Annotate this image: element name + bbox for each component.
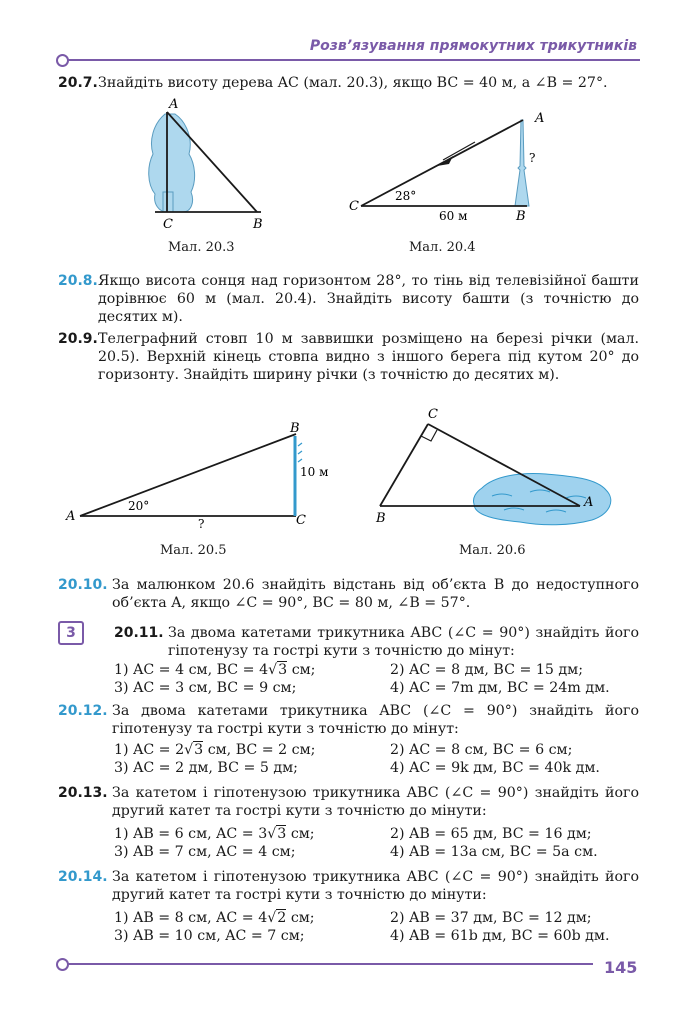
problem-20-8 (58, 272, 639, 326)
option-20-11-1: 1) AC = 4 см, BC = 4√3 см; (114, 662, 316, 678)
option-20-14-4: 4) AB = 61b дм, BC = 60b дм. (390, 928, 610, 944)
label-A: A (535, 111, 545, 126)
label-B: B (253, 217, 263, 232)
label-unknown: ? (529, 151, 536, 165)
label-B: B (376, 511, 386, 526)
problem-number: 20.8. (58, 273, 98, 289)
problem-text: За катетом і гіпотенузою трикутника ABC (∠C = 90°) знайдіть його другий катет та гострі кути з точністю до мінути: (112, 869, 639, 903)
caption-20-6: Мал. 20.6 (459, 543, 526, 558)
option-20-11-4: 4) AC = 7m дм, BC = 24m дм. (390, 680, 610, 696)
option-20-12-2: 2) AC = 8 см, BC = 6 см; (390, 742, 573, 758)
header-rule (67, 59, 640, 61)
figure-20-6 (370, 404, 620, 532)
problem-number: 20.10. (58, 577, 108, 593)
problem-text: Телеграфний стовп 10 м заввишки розміщено на березі річки (мал. 20.5). Верхній кінець стовпа видно з іншого берега під кутом 20° до горизонту. Знайдіть ширину річки (з точністю до десятих м). (98, 331, 639, 383)
label-C: C (349, 199, 359, 214)
page-number: 145 (604, 958, 638, 977)
label-height: 10 м (300, 465, 329, 479)
problem-20-9 (58, 330, 639, 384)
label-C: C (163, 217, 173, 232)
label-A: A (584, 495, 594, 510)
problem-number: 20.11. (114, 625, 164, 641)
problem-20-7 (58, 74, 639, 92)
option-20-14-2: 2) AB = 37 дм, BC = 12 дм; (390, 910, 592, 926)
label-A: A (66, 509, 76, 524)
label-unknown: ? (198, 517, 205, 531)
option-20-14-3: 3) AB = 10 см, AC = 7 см; (114, 928, 305, 944)
label-angle: 20° (128, 499, 150, 513)
problem-text: Знайдіть висоту дерева AC (мал. 20.3), якщо BC = 40 м, а ∠B = 27°. (98, 75, 608, 91)
problem-20-10 (58, 576, 639, 612)
problem-text: Якщо висота сонця над горизонтом 28°, то тінь від телевізійної башти дорівнює 60 м (мал. 20.4). Знайдіть висоту башти (з точністю до десятих м). (98, 273, 639, 325)
label-B: B (516, 209, 526, 224)
option-20-13-2: 2) AB = 65 дм, BC = 16 дм; (390, 826, 592, 842)
problem-text: За двома катетами трикутника ABC (∠C = 90°) знайдіть його гіпотенузу та гострі кути з точністю до мінут: (168, 625, 639, 659)
problem-text: За катетом і гіпотенузою трикутника ABC (∠C = 90°) знайдіть його другий катет та гострі кути з точністю до мінути: (112, 785, 639, 819)
footer-rule (67, 963, 593, 965)
figure-20-4 (345, 106, 555, 226)
option-20-11-2: 2) AC = 8 дм, BC = 15 дм; (390, 662, 583, 678)
problem-number: 20.13. (58, 785, 108, 801)
option-20-13-4: 4) AB = 13a см, BC = 5a см. (390, 844, 598, 860)
caption-20-3: Мал. 20.3 (168, 240, 235, 255)
caption-20-4: Мал. 20.4 (409, 240, 476, 255)
problem-number: 20.7. (58, 75, 98, 91)
problem-number: 20.14. (58, 869, 108, 885)
option-20-14-1: 1) AB = 8 см, AC = 4√2 см; (114, 910, 315, 926)
problem-number: 20.9. (58, 331, 98, 347)
option-20-11-3: 3) AC = 3 см, BC = 9 см; (114, 680, 297, 696)
problem-text: За двома катетами трикутника ABC (∠C = 90°) знайдіть його гіпотенузу та гострі кути з точністю до мінут: (112, 703, 639, 737)
problem-20-13 (58, 784, 639, 820)
figure-20-3 (135, 96, 285, 236)
label-A: A (169, 97, 179, 112)
option-20-12-3: 3) AC = 2 дм, BC = 5 дм; (114, 760, 298, 776)
option-20-12-1: 1) AC = 2√3 см, BC = 2 см; (114, 742, 316, 758)
page-header-title: Розв’язування прямокутних трикутників (309, 38, 637, 54)
difficulty-level-badge: 3 (58, 621, 84, 645)
option-20-13-3: 3) AB = 7 см, AC = 4 см; (114, 844, 296, 860)
label-B: B (290, 421, 300, 436)
label-C: C (296, 513, 306, 528)
tv-tower-icon (515, 120, 529, 206)
problem-20-14 (58, 868, 639, 904)
problem-number: 20.12. (58, 703, 108, 719)
problem-20-12 (58, 702, 639, 738)
label-distance: 60 м (439, 209, 468, 223)
caption-20-5: Мал. 20.5 (160, 543, 227, 558)
option-20-13-1: 1) AB = 6 см, AC = 3√3 см; (114, 826, 315, 842)
option-20-12-4: 4) AC = 9k дм, BC = 40k дм. (390, 760, 600, 776)
problem-text: За малюнком 20.6 знайдіть відстань від об’єкта B до недоступного об’єкта A, якщо ∠C = 90°, BC = 80 м, ∠B = 57°. (112, 577, 639, 611)
label-angle: 28° (395, 189, 417, 203)
figure-20-5 (60, 418, 350, 538)
problem-20-11 (114, 624, 639, 660)
label-C: C (428, 407, 438, 422)
